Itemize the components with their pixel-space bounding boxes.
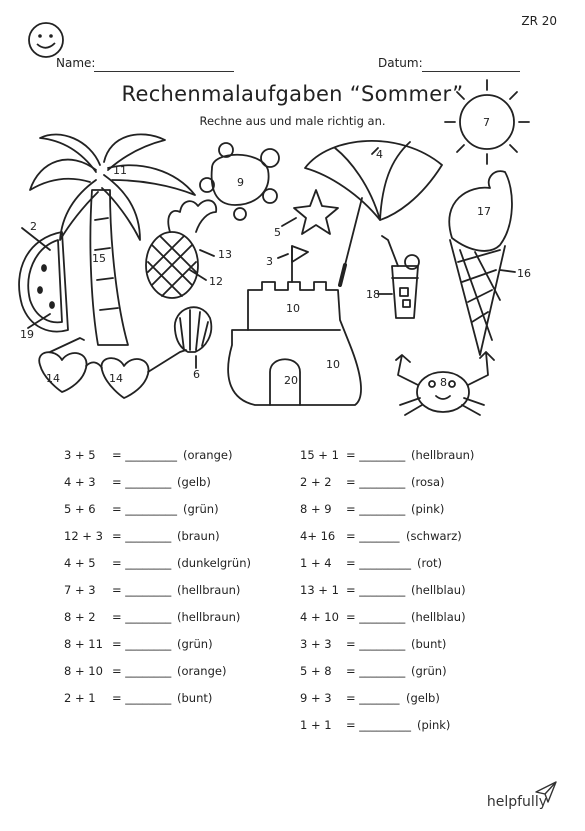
region-number: 17: [477, 205, 491, 218]
task-color: (rosa): [411, 475, 445, 489]
region-number: 5: [274, 226, 281, 239]
drink-icon: [378, 236, 419, 318]
task-problem: 1 + 4: [300, 556, 332, 570]
task-color: (dunkelgrün): [177, 556, 251, 570]
region-number: 2: [30, 220, 37, 233]
answer-blank[interactable]: = ________: [346, 637, 406, 651]
task-color: (rot): [417, 556, 442, 570]
worksheet-code: ZR 20: [521, 14, 557, 28]
task-color: (bunt): [177, 691, 213, 705]
region-number: 12: [209, 275, 223, 288]
answer-blank[interactable]: = ________: [112, 610, 172, 624]
region-number: 14: [109, 372, 123, 385]
task-color: (grün): [177, 637, 213, 651]
task-problem: 3 + 5: [64, 448, 96, 462]
answer-blank[interactable]: = ________: [346, 583, 406, 597]
task-color: (pink): [417, 718, 451, 732]
region-number: 8: [440, 376, 447, 389]
answer-blank[interactable]: = ________: [346, 502, 406, 516]
region-number: 13: [218, 248, 232, 261]
answer-blank[interactable]: = ________: [112, 637, 172, 651]
task-problem: 12 + 3: [64, 529, 103, 543]
region-number: 14: [46, 372, 60, 385]
task-problem: 4 + 3: [64, 475, 96, 489]
brand-logo: helpfully: [486, 794, 547, 810]
region-number: 4: [376, 148, 383, 161]
ice-cream-icon: [449, 171, 515, 355]
task-color: (grün): [183, 502, 219, 516]
pineapple-icon: [146, 200, 216, 298]
region-number: 9: [237, 176, 244, 189]
task-color: (orange): [183, 448, 233, 462]
region-number: 7: [483, 116, 490, 129]
region-number: 16: [517, 267, 531, 280]
answer-blank[interactable]: = _________: [346, 556, 412, 570]
task-color: (braun): [177, 529, 220, 543]
date-label: Datum:: [378, 56, 423, 70]
region-number: 18: [366, 288, 380, 301]
task-problem: 2 + 1: [64, 691, 96, 705]
answer-blank[interactable]: = _________: [112, 502, 178, 516]
answer-blank[interactable]: = ________: [112, 529, 172, 543]
answer-blank[interactable]: = _________: [346, 718, 412, 732]
seashell-icon: [175, 307, 212, 368]
answer-blank[interactable]: = ________: [346, 610, 406, 624]
answer-blank[interactable]: = ________: [112, 583, 172, 597]
answer-blank[interactable]: = _________: [112, 448, 178, 462]
starfish-icon: [294, 190, 338, 234]
worksheet-instructions: Rechne aus und male richtig an.: [199, 114, 386, 128]
task-problem: 8 + 2: [64, 610, 96, 624]
task-problem: 5 + 6: [64, 502, 96, 516]
task-problem: 4+ 16: [300, 529, 336, 543]
region-number: 19: [20, 328, 34, 341]
answer-blank[interactable]: = ________: [112, 664, 172, 678]
worksheet-title: Rechenmalaufgaben “Sommer”: [121, 82, 464, 106]
answer-blank[interactable]: = _______: [346, 529, 400, 543]
task-color: (pink): [411, 502, 445, 516]
name-label: Name:: [56, 56, 96, 70]
task-problem: 9 + 3: [300, 691, 332, 705]
task-problem: 1 + 1: [300, 718, 332, 732]
task-problem: 7 + 3: [64, 583, 96, 597]
answer-blank[interactable]: = ________: [346, 448, 406, 462]
answer-blank[interactable]: = ________: [346, 664, 406, 678]
task-problem: 3 + 3: [300, 637, 332, 651]
task-color: (orange): [177, 664, 227, 678]
region-number: 6: [193, 368, 200, 381]
task-problem: 2 + 2: [300, 475, 332, 489]
task-color: (hellbraun): [411, 448, 475, 462]
region-number: 10: [286, 302, 300, 315]
task-color: (bunt): [411, 637, 447, 651]
paper-plane-icon: [534, 778, 560, 806]
answer-blank[interactable]: = ________: [112, 475, 172, 489]
region-number: 10: [326, 358, 340, 371]
watermelon-icon: [19, 228, 68, 332]
task-problem: 4 + 10: [300, 610, 339, 624]
task-problem: 4 + 5: [64, 556, 96, 570]
task-color: (schwarz): [406, 529, 462, 543]
task-color: (hellbraun): [177, 610, 241, 624]
task-problem: 8 + 10: [64, 664, 103, 678]
task-problem: 5 + 8: [300, 664, 332, 678]
task-color: (gelb): [406, 691, 440, 705]
region-number: 11: [113, 164, 127, 177]
task-problem: 15 + 1: [300, 448, 339, 462]
task-problem: 8 + 9: [300, 502, 332, 516]
task-color: (hellblau): [411, 583, 466, 597]
answer-blank[interactable]: = ________: [112, 691, 172, 705]
task-color: (hellblau): [411, 610, 466, 624]
sunglasses-icon: [39, 338, 186, 398]
task-color: (gelb): [177, 475, 211, 489]
task-color: (grün): [411, 664, 447, 678]
answer-blank[interactable]: = ________: [112, 556, 172, 570]
task-problem: 8 + 11: [64, 637, 103, 651]
answer-blank[interactable]: = ________: [346, 475, 406, 489]
region-number: 3: [266, 255, 273, 268]
task-color: (hellbraun): [177, 583, 241, 597]
region-number: 20: [284, 374, 298, 387]
beach-umbrella-icon: [305, 141, 442, 285]
answer-blank[interactable]: = _______: [346, 691, 400, 705]
task-problem: 13 + 1: [300, 583, 339, 597]
region-number: 15: [92, 252, 106, 265]
